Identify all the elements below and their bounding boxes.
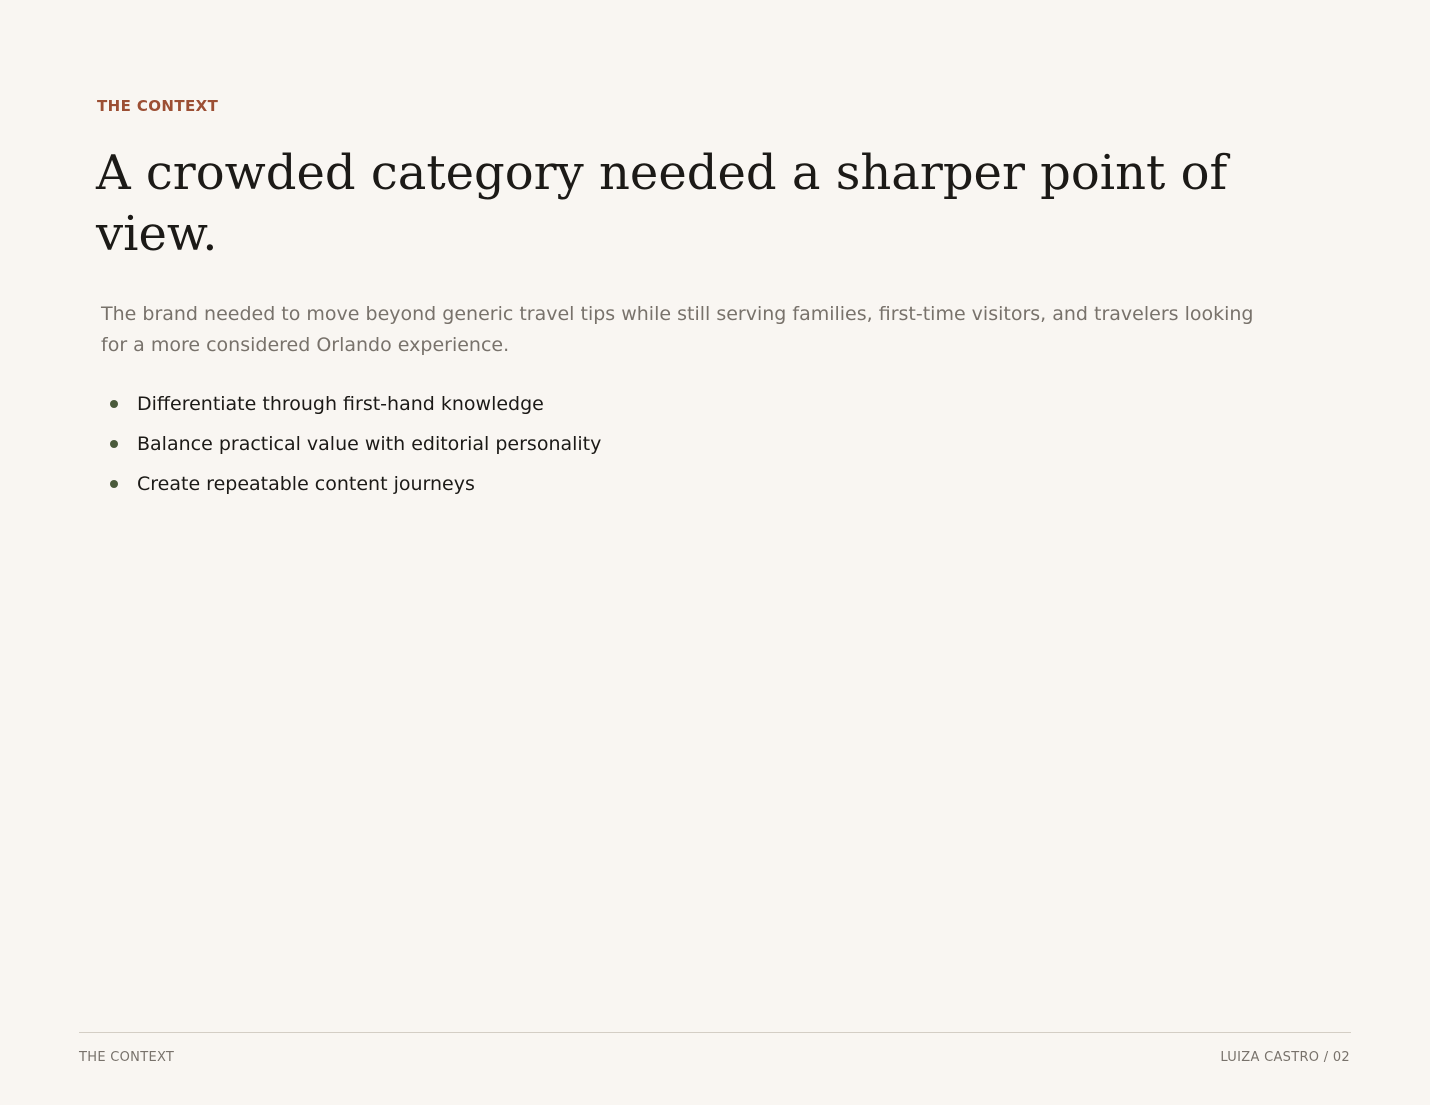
footer-section-label: THE CONTEXT	[79, 1050, 175, 1065]
list-item-label: Balance practical value with editorial personality	[137, 433, 602, 455]
bullet-dot-icon	[110, 400, 118, 408]
bullet-dot-icon	[110, 440, 118, 448]
list-item-label: Differentiate through first-hand knowledge	[137, 393, 544, 415]
list-item	[110, 389, 601, 429]
list-item	[110, 429, 601, 469]
list-item-label: Create repeatable content journeys	[137, 473, 475, 495]
list-item	[110, 469, 601, 509]
page-title: A crowded category needed a sharper point of view.	[96, 145, 1228, 262]
key-points-list	[110, 389, 601, 509]
section-lede: The brand needed to move beyond generic travel tips while still serving families, first-time visitors, and travelers looking for a more considered Orlando experience.	[101, 303, 1254, 356]
bullet-dot-icon	[110, 480, 118, 488]
section-eyebrow: THE CONTEXT	[97, 97, 219, 115]
footer-divider	[79, 1032, 1351, 1033]
footer-page-number: LUIZA CASTRO / 02	[1220, 1050, 1350, 1065]
